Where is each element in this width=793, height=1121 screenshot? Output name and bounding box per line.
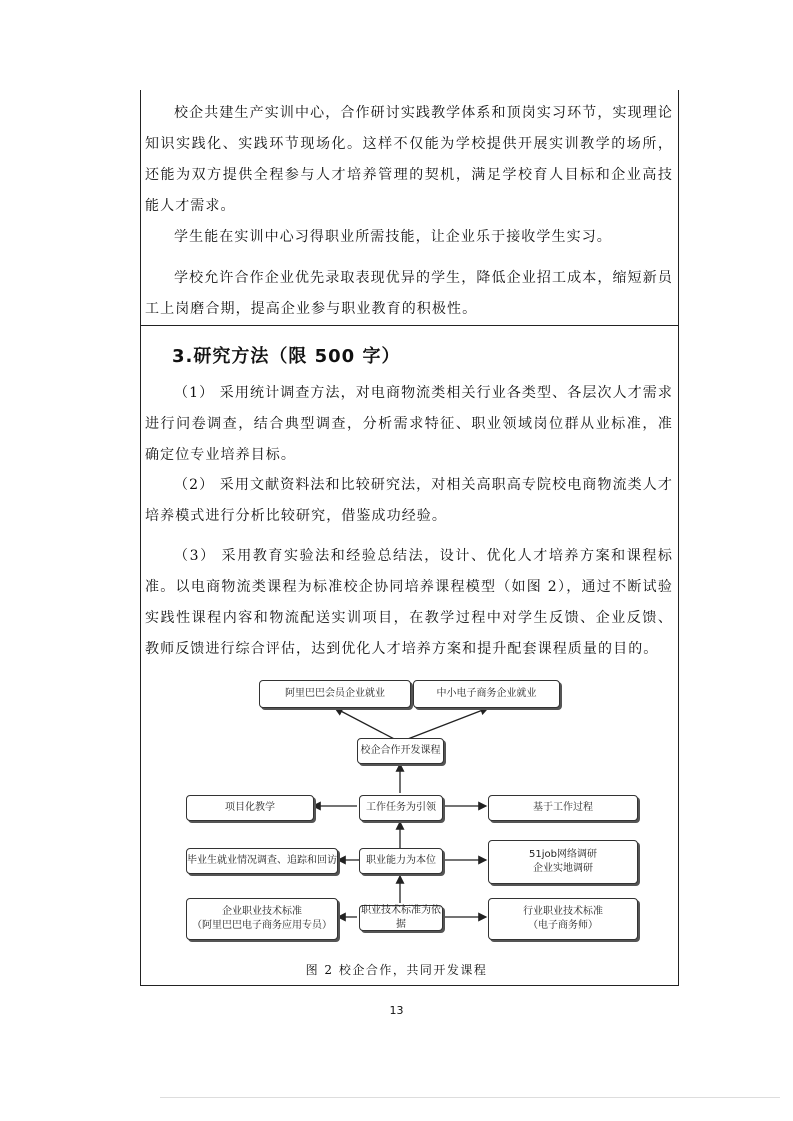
- box-industry-standard: [488, 898, 638, 940]
- box-enterprise-standard-line2: （阿里巴巴电子商务应用专员）: [192, 920, 332, 931]
- box-research-line2: 企业实地调研: [533, 863, 593, 874]
- section-heading: 3.研究方法（限 500 字）: [172, 346, 401, 367]
- method-3: （3） 采用教育实验法和经验总结法，设计、优化人才培养方案和课程标准。以电商物流类课程为标准校企协同培养课程模型（如图 2），通过不断试验实践性课程内容和物流配送实训项目，在教学过程中对学生反馈、企业反馈、教师反馈进行综合评估，达到优化人才培养方案和提升配套课程质量的目的。: [145, 548, 673, 657]
- box-enterprise-standard: [186, 898, 338, 940]
- box-industry-standard-line1: 行业职业技术标准: [523, 906, 603, 917]
- paragraph-3: 学校允许合作企业优先录取表现优异的学生，降低企业招工成本，缩短新员工上岗磨合期，提高企业参与职业教育的积极性。: [145, 270, 673, 317]
- paragraph-2: 学生能在实训中心习得职业所需技能，让企业乐于接收学生实习。: [174, 229, 612, 245]
- box-sme-employment: 中小电子商务企业就业: [413, 680, 560, 708]
- box-research: [488, 840, 638, 884]
- method-1: （1） 采用统计调查方法，对电商物流类相关行业各类型、各层次人才需求进行问卷调查，结合典型调查，分析需求特征、职业领域岗位群从业标准，准确定位专业培养目标。: [145, 385, 673, 463]
- box-task-led: 工作任务为引领: [359, 795, 443, 821]
- box-enterprise-standard-line1: 企业职业技术标准: [222, 906, 302, 917]
- method-2: （2） 采用文献资料法和比较研究法，对相关高职高专院校电商物流类人才培养模式进行分析比较研究，借鉴成功经验。: [145, 477, 673, 524]
- figure-caption: 图 2 校企合作，共同开发课程: [305, 963, 488, 977]
- box-industry-standard-line2: （电子商务师）: [528, 920, 598, 931]
- box-alibaba-employment: 阿里巴巴会员企业就业: [259, 680, 411, 708]
- box-work-process: 基于工作过程: [488, 795, 638, 821]
- box-competency-based: 职业能力为本位: [359, 848, 443, 874]
- box-standard-basis: 职业技术标准为依据: [361, 905, 441, 930]
- box-research-line1: 51job网络调研: [529, 849, 597, 860]
- footer-line: [160, 1097, 780, 1098]
- box-graduate-survey: 毕业生就业情况调查、追踪和回访: [186, 848, 338, 874]
- box-project-teaching: 项目化教学: [186, 795, 314, 821]
- page-number: 13: [389, 1004, 404, 1017]
- paragraph-1: 校企共建生产实训中心，合作研讨实践教学体系和顶岗实习环节，实现理论知识实践化、实践环节现场化。这样不仅能为学校提供开展实训教学的场所，还能为双方提供全程参与人才培养管理的契机，满足学校育人目标和企业高技能人才需求。: [145, 105, 673, 214]
- box-course-development: 校企合作开发课程: [357, 738, 444, 764]
